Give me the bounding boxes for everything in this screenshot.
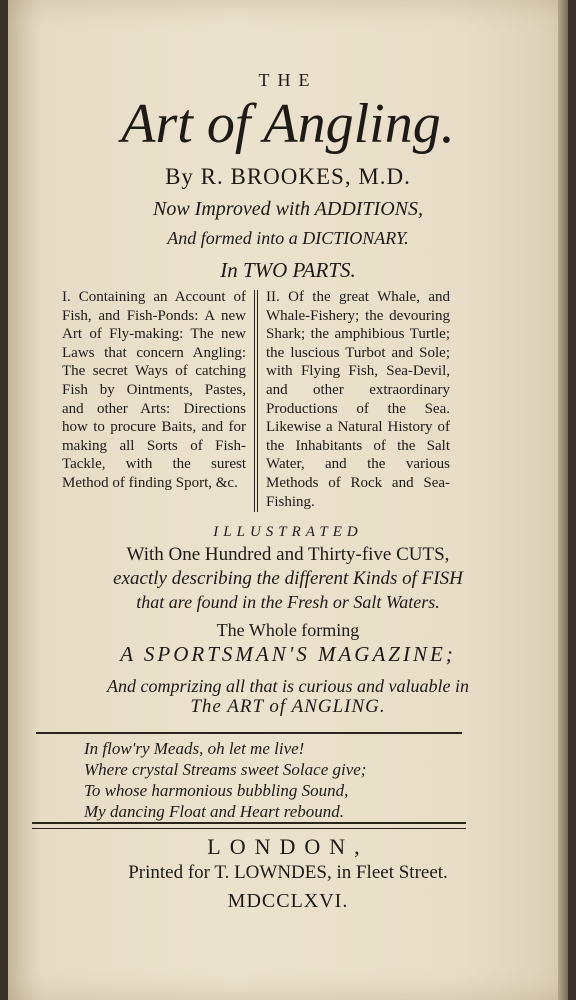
imprint-printer: Printed for T. LOWNDES, in Fleet Street. [128,862,448,883]
contents-columns [62,288,464,518]
part-two-text: II. Of the great Whale, and Whale-Fishery; the devouring Shark; the amphibious Turtle; the luscious Turbot and Sole; with Flying Fish, Sea-Devil, and other extraordinary Productions of the Sea. Likewise a Natural History of the Inhabitants of the Salt Water, and the various Methods of Rock and Sea-Fishing. [266,289,450,510]
verse-line: In flow'ry Meads, oh let me live! [84,739,305,758]
book-title: Art of Angling. [121,93,455,155]
lower-rule [32,822,466,824]
title-article: THE [258,70,318,90]
magazine-line: A SPORTSMAN'S MAGAZINE; [120,642,456,666]
waters-line: that are found in the Fresh or Salt Waters. [136,592,440,612]
epigraph-verse [84,738,366,822]
part-one-text: I. Containing an Account of Fish, and Fish-Ponds: A new Art of Fly-making: The new Laws that concern Angling: The secret Ways of catching Fish by Ointments, Pastes, and other Arts: Directions how to procure Baits, and for making all Sorts of Fish-Tackle, with the surest Method of finding Sport, &c. [62,289,246,491]
whole-forming-line: The Whole forming [216,620,360,640]
improved-line: Now Improved with ADDITIONS, [153,198,423,220]
imprint-place: LONDON, [207,834,369,859]
comprizing-line: And comprizing all that is curious and valuable in [107,676,469,696]
verse-line: To whose harmonious bubbling Sound, [84,781,349,800]
illustrated-heading: ILLUSTRATED [213,524,363,540]
art-of-angling-line: The ART of ANGLING. [190,696,386,717]
lower-rule-thin [32,828,466,829]
column-divider [254,290,258,512]
cuts-line: With One Hundred and Thirty-five CUTS, [126,544,450,565]
parts-heading: In TWO PARTS. [220,258,356,282]
author-line: By R. BROOKES, M.D. [165,164,411,189]
verse-line: Where crystal Streams sweet Solace give; [84,760,367,779]
describing-line: exactly describing the different Kinds of FISH [113,568,463,589]
upper-rule [36,732,462,734]
dictionary-line: And formed into a DICTIONARY. [167,228,409,248]
imprint-year: MDCCLXVI. [227,890,349,912]
verse-line: My dancing Float and Heart rebound. [84,802,344,821]
